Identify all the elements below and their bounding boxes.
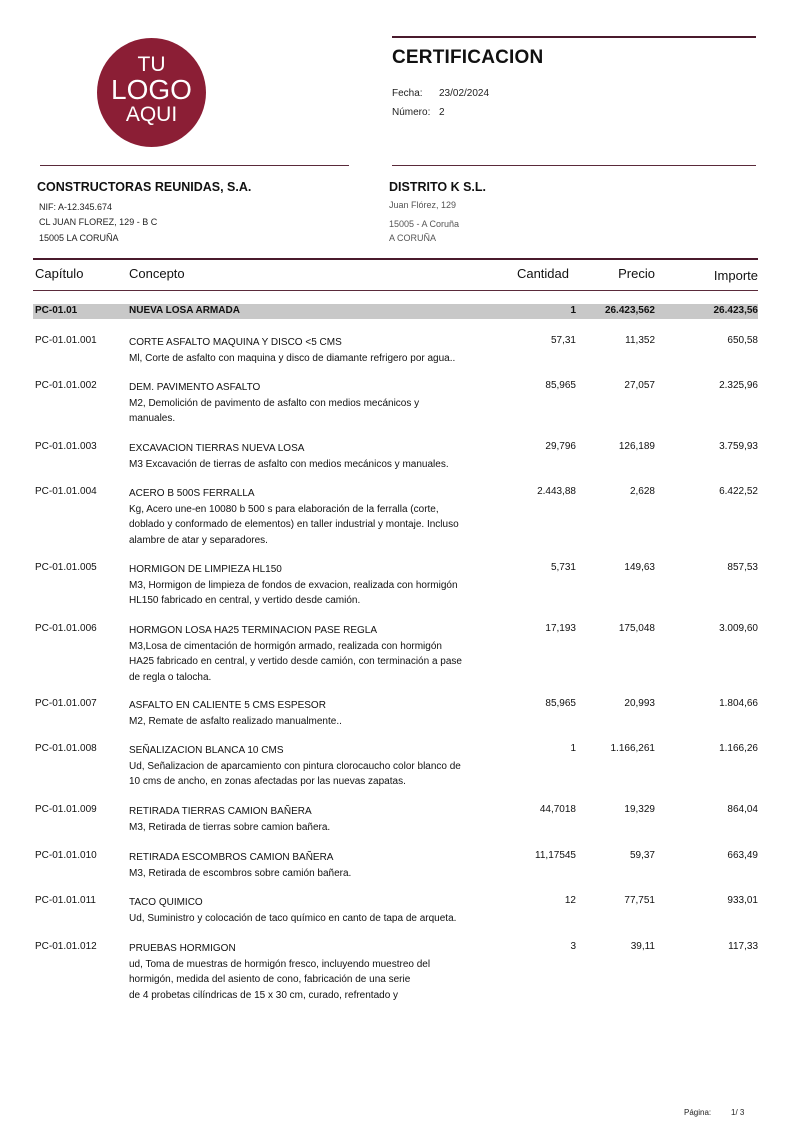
logo-text-line2: LOGO — [111, 74, 192, 105]
row-title: PRUEBAS HORMIGON — [129, 943, 236, 954]
row-concept — [129, 562, 499, 609]
row-quantity: 1 — [570, 743, 576, 754]
row-concept — [129, 804, 499, 835]
row-description-line: Kg, Acero une-en 10080 b 500 s para elaboración de la ferralla (corte, — [129, 503, 439, 515]
row-amount: 857,53 — [727, 562, 758, 573]
row-description-line: de 4 probetas cilíndricas de 15 x 30 cm, curado, refrentado y — [129, 989, 399, 1001]
row-quantity: 12 — [564, 895, 576, 906]
row-quantity: 29,796 — [545, 441, 576, 452]
row-description-line: M2, Demolición de pavimento de asfalto con medios mecánicos y — [129, 397, 420, 409]
row-price: 11,352 — [625, 335, 655, 346]
row-title: DEM. PAVIMENTO ASFALTO — [129, 382, 261, 393]
row-code: PC-01.01.008 — [35, 743, 97, 754]
row-amount: 1.804,66 — [719, 698, 758, 709]
row-code: PC-01.01.012 — [35, 941, 97, 952]
row-amount: 2.325,96 — [719, 380, 758, 391]
row-quantity: 2.443,88 — [537, 486, 576, 497]
row-concept — [129, 486, 499, 548]
document-date — [392, 88, 489, 99]
chapter-price: 26.423,562 — [604, 305, 655, 316]
row-price: 126,189 — [618, 441, 655, 452]
client-address: Juan Flórez, 129 — [389, 200, 457, 210]
row-title: ASFALTO EN CALIENTE 5 CMS ESPESOR — [129, 700, 326, 711]
row-amount: 864,04 — [727, 804, 758, 815]
row-description-line: M2, Remate de asfalto realizado manualmente.. — [129, 715, 342, 727]
client-province: A CORUÑA — [389, 233, 437, 243]
number-label: Número: — [392, 107, 431, 118]
column-header-quantity: Cantidad — [516, 266, 569, 281]
company-address: CL JUAN FLOREZ, 129 - B C — [39, 217, 158, 227]
client-rule — [392, 165, 756, 166]
row-price: 20,993 — [624, 698, 655, 709]
row-quantity: 85,965 — [545, 698, 576, 709]
row-amount: 1.166,26 — [719, 743, 758, 754]
row-title: ACERO B 500S FERRALLA — [129, 488, 255, 499]
client-name: DISTRITO K S.L. — [389, 180, 486, 194]
row-code: PC-01.01.007 — [35, 698, 97, 709]
row-description-line: manuales. — [129, 413, 176, 424]
row-code: PC-01.01.003 — [35, 441, 97, 452]
document-number — [392, 107, 445, 118]
table-header-top-rule — [33, 258, 758, 260]
chapter-code: PC-01.01 — [35, 305, 78, 316]
row-concept — [129, 895, 499, 926]
row-code: PC-01.01.005 — [35, 562, 97, 573]
row-description-line: Ud, Señalizacion de aparcamiento con pintura clorocaucho color blanco de — [129, 760, 461, 772]
chapter-amount: 26.423,56 — [713, 305, 758, 316]
header-rule — [392, 36, 756, 38]
row-concept — [129, 698, 499, 729]
logo-text-line1: TU — [137, 53, 166, 76]
document-title: CERTIFICACION — [392, 47, 544, 68]
row-concept — [129, 850, 499, 881]
row-code: PC-01.01.004 — [35, 486, 97, 497]
page-label: Página: — [684, 1108, 712, 1117]
company-name: CONSTRUCTORAS REUNIDAS, S.A. — [37, 180, 252, 194]
row-description-line: HL150 fabricado en central, y vertido desde camión. — [129, 595, 361, 606]
row-amount: 117,33 — [728, 941, 758, 952]
row-description-line: M3, Retirada de tierras sobre camion bañera. — [129, 821, 331, 833]
row-description-line: M3 Excavación de tierras de asfalto con medios mecánicos y manuales. — [129, 458, 449, 470]
row-price: 149,63 — [624, 562, 655, 573]
row-quantity: 11,17545 — [535, 850, 576, 861]
row-price: 39,11 — [630, 941, 655, 952]
row-amount: 663,49 — [727, 850, 758, 861]
row-description-line: M3,Losa de cimentación de hormigón armado, realizada con hormigón — [129, 640, 442, 652]
row-title: HORMGON LOSA HA25 TERMINACION PASE REGLA — [129, 625, 378, 636]
company-logo — [97, 38, 206, 147]
row-title: CORTE ASFALTO MAQUINA Y DISCO <5 CMS — [129, 337, 342, 348]
chapter-row — [33, 304, 758, 319]
column-header-price: Precio — [618, 266, 655, 281]
row-description-line: ud, Toma de muestras de hormigón fresco, incluyendo muestreo del — [129, 958, 431, 970]
row-price: 1.166,261 — [610, 743, 655, 754]
row-quantity: 85,965 — [545, 380, 576, 391]
row-price: 27,057 — [624, 380, 655, 391]
row-description-line: M3, Retirada de escombros sobre camión bañera. — [129, 867, 352, 879]
row-code: PC-01.01.006 — [35, 623, 97, 634]
row-description-line: HA25 fabricado en central, y vertido desde camión, con terminación a pase — [129, 656, 462, 667]
row-description-line: alambre de atar y separadores. — [129, 534, 268, 546]
company-city: 15005 LA CORUÑA — [39, 233, 119, 243]
row-description-line: doblado y conformado de elementos) en taller industrial y montaje. Incluso — [129, 519, 459, 530]
row-code: PC-01.01.011 — [35, 895, 96, 906]
company-rule — [40, 165, 349, 166]
column-header-chapter: Capítulo — [35, 266, 84, 281]
number-value: 2 — [439, 107, 445, 118]
row-quantity: 44,7018 — [539, 804, 576, 815]
row-concept — [129, 941, 499, 1003]
row-code: PC-01.01.009 — [35, 804, 97, 815]
row-price: 2,628 — [629, 486, 655, 497]
row-title: SEÑALIZACION BLANCA 10 CMS — [129, 745, 284, 756]
row-price: 77,751 — [624, 895, 655, 906]
row-concept — [129, 380, 499, 427]
company-nif: NIF: A-12.345.674 — [39, 202, 113, 212]
row-title: RETIRADA ESCOMBROS CAMION BAÑERA — [129, 852, 334, 863]
row-amount: 650,58 — [727, 335, 758, 346]
chapter-quantity: 1 — [570, 305, 576, 316]
row-concept — [129, 623, 499, 685]
row-price: 59,37 — [629, 850, 655, 861]
client-city: 15005 - A Coruña — [389, 219, 460, 229]
row-quantity: 57,31 — [550, 335, 576, 346]
row-title: RETIRADA TIERRAS CAMION BAÑERA — [129, 806, 312, 817]
date-label: Fecha: — [392, 88, 423, 99]
row-concept — [129, 743, 499, 790]
row-description-line: 10 cms de ancho, en zonas afectadas por las nuevas zapatas. — [129, 776, 406, 787]
row-quantity: 3 — [570, 941, 576, 952]
row-quantity: 17,193 — [545, 623, 576, 634]
row-description-line: M3, Hormigon de limpieza de fondos de exvacion, realizada con hormigón — [129, 579, 458, 591]
row-price: 175,048 — [618, 623, 655, 634]
row-concept — [129, 441, 499, 472]
row-price: 19,329 — [624, 804, 655, 815]
table-header-bottom-rule — [33, 290, 758, 291]
row-description-line: de regla o talocha. — [129, 671, 212, 683]
row-description-line: hormigón, medida del asiento de cono, fabricación de una serie — [129, 974, 411, 985]
row-amount: 3.759,93 — [719, 441, 758, 452]
date-value: 23/02/2024 — [439, 88, 490, 99]
logo-text-line3: AQUI — [125, 103, 178, 126]
row-quantity: 5,731 — [550, 562, 576, 573]
row-code: PC-01.01.010 — [35, 850, 97, 861]
row-title: HORMIGON DE LIMPIEZA HL150 — [129, 564, 282, 575]
row-description-line: Ud, Suministro y colocación de taco químico en canto de tapa de arqueta. — [129, 912, 457, 924]
row-concept — [129, 335, 499, 366]
row-code: PC-01.01.002 — [35, 380, 97, 391]
column-header-amount: Importe — [713, 268, 758, 283]
row-amount: 933,01 — [727, 895, 758, 906]
column-header-concept: Concepto — [129, 266, 185, 281]
row-code: PC-01.01.001 — [35, 335, 97, 346]
chapter-name: NUEVA LOSA ARMADA — [129, 305, 240, 316]
row-title: EXCAVACION TIERRAS NUEVA LOSA — [129, 443, 305, 454]
row-description-line: Ml, Corte de asfalto con maquina y disco de diamante refrigero por agua.. — [129, 352, 456, 364]
row-title: TACO QUIMICO — [129, 897, 203, 908]
row-amount: 6.422,52 — [719, 486, 758, 497]
row-amount: 3.009,60 — [719, 623, 758, 634]
page-number: 1/ 3 — [731, 1108, 745, 1117]
